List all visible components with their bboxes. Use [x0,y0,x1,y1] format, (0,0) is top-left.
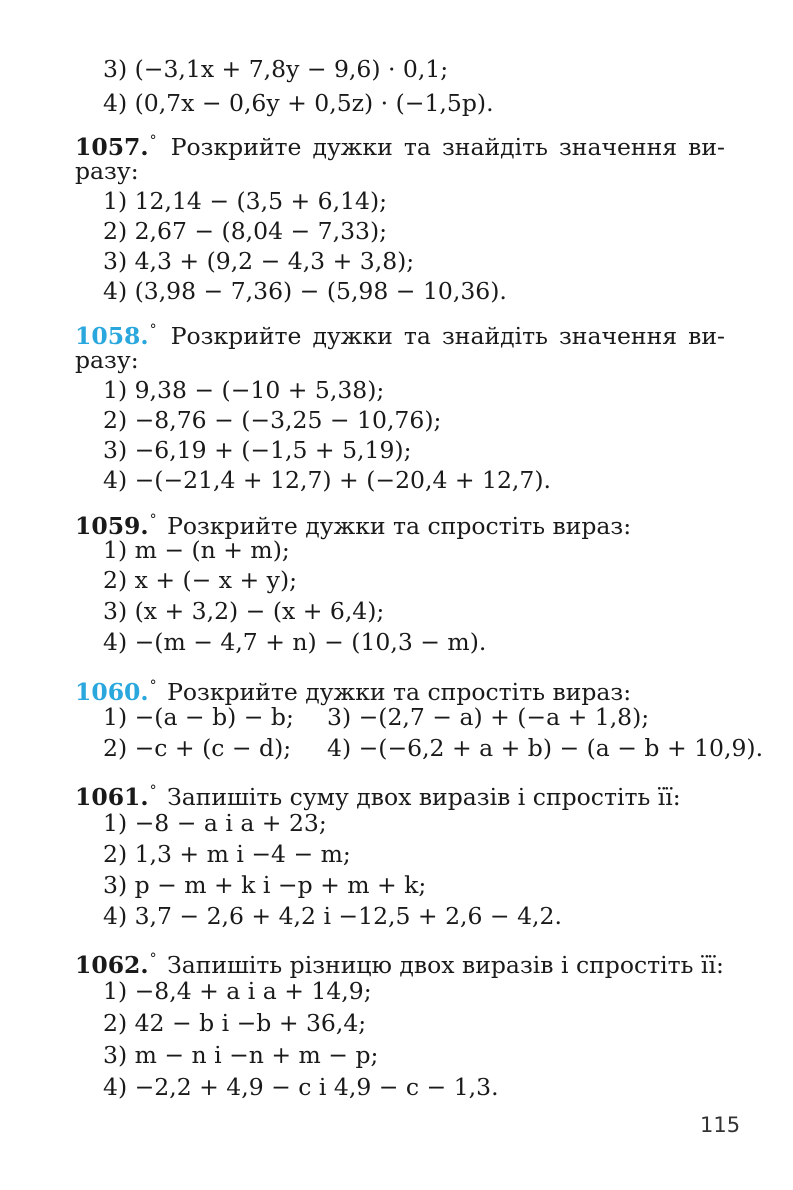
list-item: 4) −(−6,2 + a + b) − (a − b + 10,9). [327,734,764,762]
list-item: 1) −8,4 + a і a + 14,9; [103,977,372,1005]
list-item: 2) 1,3 + m і −4 − m; [103,840,351,868]
exercise-number: 1057. [75,133,149,161]
list-item: 1) m − (n + m); [103,536,290,564]
exercise-1061-heading [75,776,681,812]
exercise-number: 1062. [75,951,149,979]
exercise-text: Розкрийте дужки та спростіть вираз: [167,678,632,706]
page-number: 115 [700,1113,741,1137]
degree-icon: ° [149,783,157,799]
degree-icon: ° [149,322,157,338]
exercise-number: 1060. [75,678,149,706]
degree-icon: ° [149,133,157,149]
exercise-text: Розкрийте дужки та спростіть вираз: [167,512,632,540]
exercise-1057-heading [75,126,725,162]
list-item: 1) −(a − b) − b; [103,703,294,731]
exercise-number: 1061. [75,783,149,811]
exercise-1062-heading [75,944,724,980]
list-item: 4) −(−21,4 + 12,7) + (−20,4 + 12,7). [103,466,551,494]
exercise-text: Розкрийте дужки та знайдіть значення ви- [170,133,725,161]
list-item: 4) (3,98 − 7,36) − (5,98 − 10,36). [103,277,507,305]
list-item: 4) 3,7 − 2,6 + 4,2 і −12,5 + 2,6 − 4,2. [103,902,562,930]
exercise-text-continuation: разу: [75,346,139,374]
list-item: 2) 42 − b і −b + 36,4; [103,1009,367,1037]
exercise-1058-heading [75,315,725,351]
list-item: 2) x + (− x + y); [103,566,298,594]
list-item: 3) (x + 3,2) − (x + 6,4); [103,597,385,625]
list-item: 4) −2,2 + 4,9 − c і 4,9 − c − 1,3. [103,1073,499,1101]
list-item: 2) 2,67 − (8,04 − 7,33); [103,217,388,245]
degree-icon: ° [149,512,157,528]
list-item: 1) 12,14 − (3,5 + 6,14); [103,187,388,215]
list-item: 2) −8,76 − (−3,25 − 10,76); [103,406,442,434]
list-item: 4) −(m − 4,7 + n) − (10,3 − m). [103,628,487,656]
list-item: 2) −c + (c − d); [103,734,292,762]
exercise-text: Запишіть різницю двох виразів і спростіть її: [167,951,724,979]
list-item: 3) 4,3 + (9,2 − 4,3 + 3,8); [103,247,415,275]
list-item: 1) 9,38 − (−10 + 5,38); [103,376,385,404]
exercise-text-continuation: разу: [75,157,139,185]
list-item: 3) p − m + k і −p + m + k; [103,871,427,899]
exercise-text: Запишіть суму двох виразів і спростіть її: [167,783,681,811]
exercise-number: 1058. [75,322,149,350]
list-item: 3) −(2,7 − a) + (−a + 1,8); [327,703,650,731]
degree-icon: ° [149,951,157,967]
exercise-text: Розкрийте дужки та знайдіть значення ви- [170,322,725,350]
list-item: 3) m − n і −n + m − p; [103,1041,379,1069]
exercise-number: 1059. [75,512,149,540]
prev-item-4: 4) (0,7x − 0,6y + 0,5z) · (−1,5p). [103,89,494,117]
prev-item-3: 3) (−3,1x + 7,8y − 9,6) · 0,1; [103,55,449,83]
degree-icon: ° [149,678,157,694]
list-item: 1) −8 − a і a + 23; [103,809,327,837]
list-item: 3) −6,19 + (−1,5 + 5,19); [103,436,412,464]
